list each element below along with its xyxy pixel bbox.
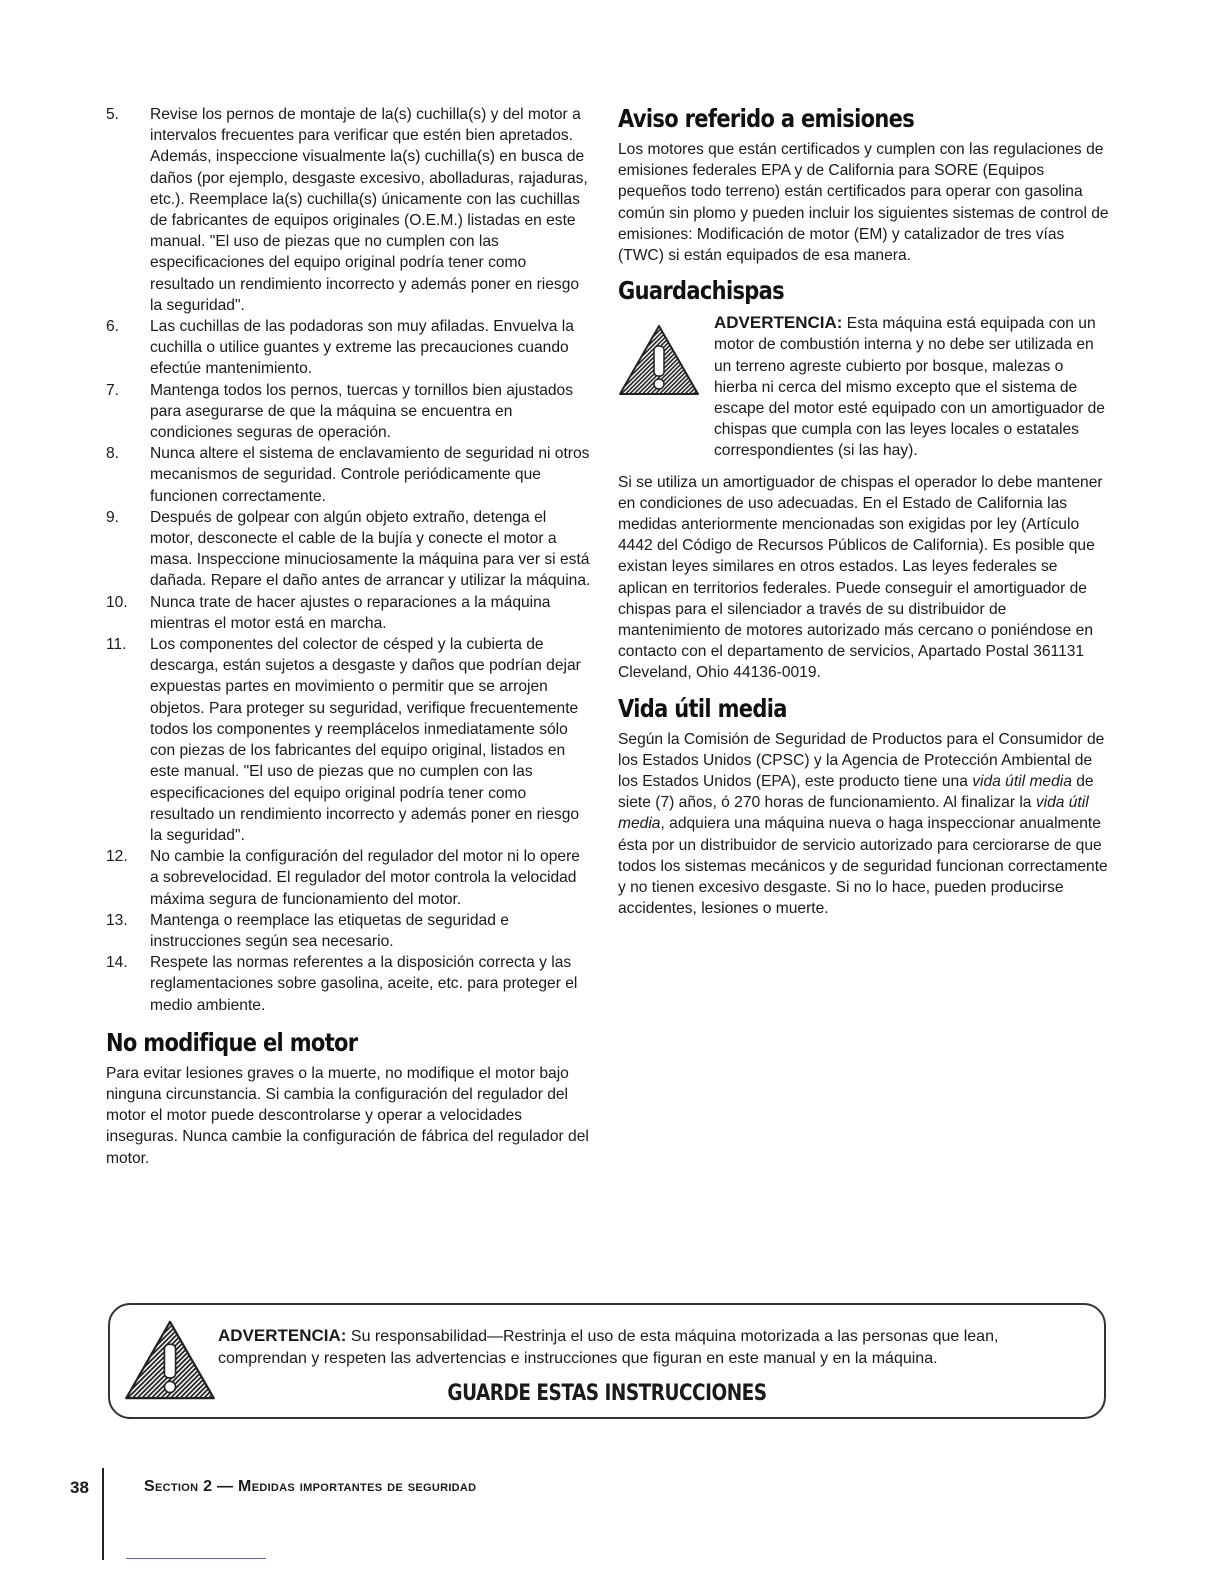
list-item-number: 14. — [106, 954, 128, 972]
left-column — [106, 104, 592, 1169]
list-item — [106, 316, 592, 380]
no-modifique-body: Para evitar lesiones graves o la muerte, no modifique el motor bajo ninguna circunstancia. Si cambia la configuración del regulador del motor el motor puede descontrolarse y operar a velocidades inseguras. Nunca cambie la configuración de fábrica del regulador del motor. — [106, 1064, 589, 1167]
right-column — [618, 104, 1110, 920]
warning-text: Esta máquina está equipada con un motor de combustión interna y no debe ser utilizada en un terreno agreste cubierto por bosque, malezas o hierba ni cerca del mismo excepto que el sistema de escape del motor esté equipado con un amortiguador de chispas que cumpla con las leyes locales o estatales correspondientes (si las hay). — [714, 315, 1105, 460]
list-item — [106, 104, 592, 316]
list-item-text: Respete las normas referentes a la disposición correcta y las reglamentaciones sobre gasolina, aceite, etc. para proteger el medio ambiente. — [150, 954, 578, 1014]
list-item-number: 7. — [106, 381, 120, 399]
vida-em-2: vida útil media — [618, 794, 1089, 833]
vida-util-body — [618, 729, 1110, 920]
bottom-warning-box — [108, 1303, 1106, 1419]
list-item-number: 8. — [106, 445, 120, 463]
list-item — [106, 507, 592, 592]
footer-section-title: Section 2 — Medidas importantes de seguridad — [144, 1478, 477, 1495]
list-item-text: Nunca altere el sistema de enclavamiento de seguridad ni otros mecanismos de seguridad. Controle periódicamente que funcionen correctamente. — [150, 445, 590, 505]
list-item-text: Los componentes del colector de césped y la cubierta de descarga, están sujetos a desgaste y daños que podrían dejar expuestas partes en movimiento o permitir que se arrojen objetos. Para proteger su seguridad, verifique frecuentemente todos los componentes y reemplácelos inmediatamente sólo con piezas de los fabricantes del equipo original, listados en este manual. "El uso de piezas que no cumplen con las especificaciones del equipo original podría tener como resultado un rendimiento incorrecto y además poner en riesgo la seguridad". — [150, 636, 581, 844]
bottom-warning-label: ADVERTENCIA: — [218, 1326, 347, 1345]
list-item — [106, 380, 592, 444]
list-item-text: No cambie la configuración del regulador del motor ni lo opere a sobrevelocidad. El regulador del motor controla la velocidad máxima segura de funcionamiento del motor. — [150, 848, 580, 908]
vida-body-1: Según la Comisión de Seguridad de Productos para el Consumidor de los Estados Unidos (CPSC) y la Agencia de Protección Ambiental de los Estados Unidos (EPA), este producto tiene una — [618, 730, 1105, 791]
warning-label: ADVERTENCIA: — [714, 313, 843, 333]
list-item-text: Mantenga o reemplace las etiquetas de seguridad e instrucciones según sea necesario. — [150, 911, 509, 950]
heading-no-modifique: No modifique el motor — [106, 1027, 358, 1057]
list-item — [106, 443, 592, 507]
list-item — [106, 634, 592, 846]
heading-vida-util: Vida útil media — [618, 693, 787, 723]
save-instructions — [110, 1381, 1104, 1406]
list-item-text: Las cuchillas de las podadoras son muy afiladas. Envuelva la cuchilla o utilice guantes y extreme las precauciones cuando efectúe mantenimiento. — [150, 318, 574, 378]
list-item-text: Después de golpear con algún objeto extraño, detenga el motor, desconecte el cable de la bujía y conecte el motor a masa. Inspeccione minuciosamente la máquina para ver si está dañada. Repare el daño antes de arrancar y utilizar la máquina. — [150, 508, 591, 590]
vida-body-3: , adquiera una máquina nueva o haga inspeccionar anualmente ésta por un distribuidor de servicio autorizado para cerciorarse de que todos los sistemas mecánicos y de seguridad funcionan correctamente y no tienen excesivo desgaste. Si no lo hace, pueden producirse accidentes, lesiones o muerte. — [618, 815, 1108, 918]
list-item-number: 11. — [106, 636, 127, 654]
guardachispas-body: Si se utiliza un amortiguador de chispas el operador lo debe mantener en condiciones de uso adecuadas. En el Estado de California las medidas anteriormente mencionadas son exigidas por ley (Artículo 4442 del Código de Recursos Públicos de California). Es posible que existan leyes similares en otros estados. Las leyes federales se aplican en territorios federales. Puede conseguir el amortiguador de chispas para el silenciador a través de su distribuidor de mantenimiento de motores autorizado más cercano o poniéndose en contacto con el departamento de servicios, Apartado Postal 361131 Cleveland, Ohio 44136-0019. — [618, 473, 1103, 682]
save-instructions-text: GUARDE ESTAS INSTRUCCIONES — [447, 1381, 767, 1406]
list-item-number: 13. — [106, 911, 128, 929]
vida-em-1: vida útil media — [972, 773, 1072, 791]
list-item-number: 10. — [106, 593, 128, 611]
bottom-warning-text — [218, 1325, 1078, 1370]
list-item — [106, 910, 592, 952]
list-item — [106, 846, 592, 910]
list-item-number: 5. — [106, 106, 120, 123]
guardachispas-warning — [618, 312, 1110, 461]
vida-body-2: de siete (7) años, ó 270 horas de funcionamiento. Al finalizar la — [618, 773, 1094, 812]
page-number: 38 — [70, 1478, 89, 1497]
list-item-number: 12. — [106, 848, 128, 866]
list-item-number: 9. — [106, 508, 120, 526]
bottom-warning-body: Su responsabilidad—Restrinja el uso de esta máquina motorizada a las personas que lean, comprendan y respeten las advertencias e instrucciones que figuran en este manual y en la máquina. — [218, 1328, 999, 1367]
list-item-text: Nunca trate de hacer ajustes o reparaciones a la máquina mientras el motor está en marcha. — [150, 593, 551, 632]
warning-triangle-icon — [618, 324, 700, 396]
footer-divider — [102, 1468, 104, 1560]
aviso-emisiones-body: Los motores que están certificados y cumplen con las regulaciones de emisiones federales EPA y de California para SORE (Equipos pequeños todo terreno) están certificados para operar con gasolina común sin plomo y pueden incluir los siguientes sistemas de control de emisiones: Modificación de motor (EM) y catalizador de tres vías (TWC) si están equipados de esa manera. — [618, 141, 1109, 265]
list-item — [106, 952, 592, 1016]
list-item — [106, 592, 592, 634]
list-item-text: Revise los pernos de montaje de la(s) cuchilla(s) y del motor a intervalos frecuentes para verificar que estén bien apretados. Además, inspeccione visualmente la(s) cuchilla(s) en busca de daños (por ejemplo, desgaste excesivo, abolladuras, rajaduras, etc.). Reemplace la(s) cuchilla(s) únicamente con las cuchillas de fabricantes de equipos originales (O.E.M.) listadas en este manual. "El uso de piezas que no cumplen con las especificaciones del equipo original podría tener como resultado un rendimiento incorrecto y además poner en riesgo la seguridad". — [150, 106, 588, 314]
list-item-text: Mantenga todos los pernos, tuercas y tornillos bien ajustados para asegurarse de que la máquina se encuentra en condiciones seguras de operación. — [150, 381, 574, 442]
heading-aviso-emisiones: Aviso referido a emisiones — [618, 104, 915, 133]
safety-list — [106, 104, 592, 1016]
list-item-number: 6. — [106, 318, 120, 336]
footer-link-rule — [126, 1558, 266, 1559]
heading-guardachispas: Guardachispas — [618, 276, 784, 306]
